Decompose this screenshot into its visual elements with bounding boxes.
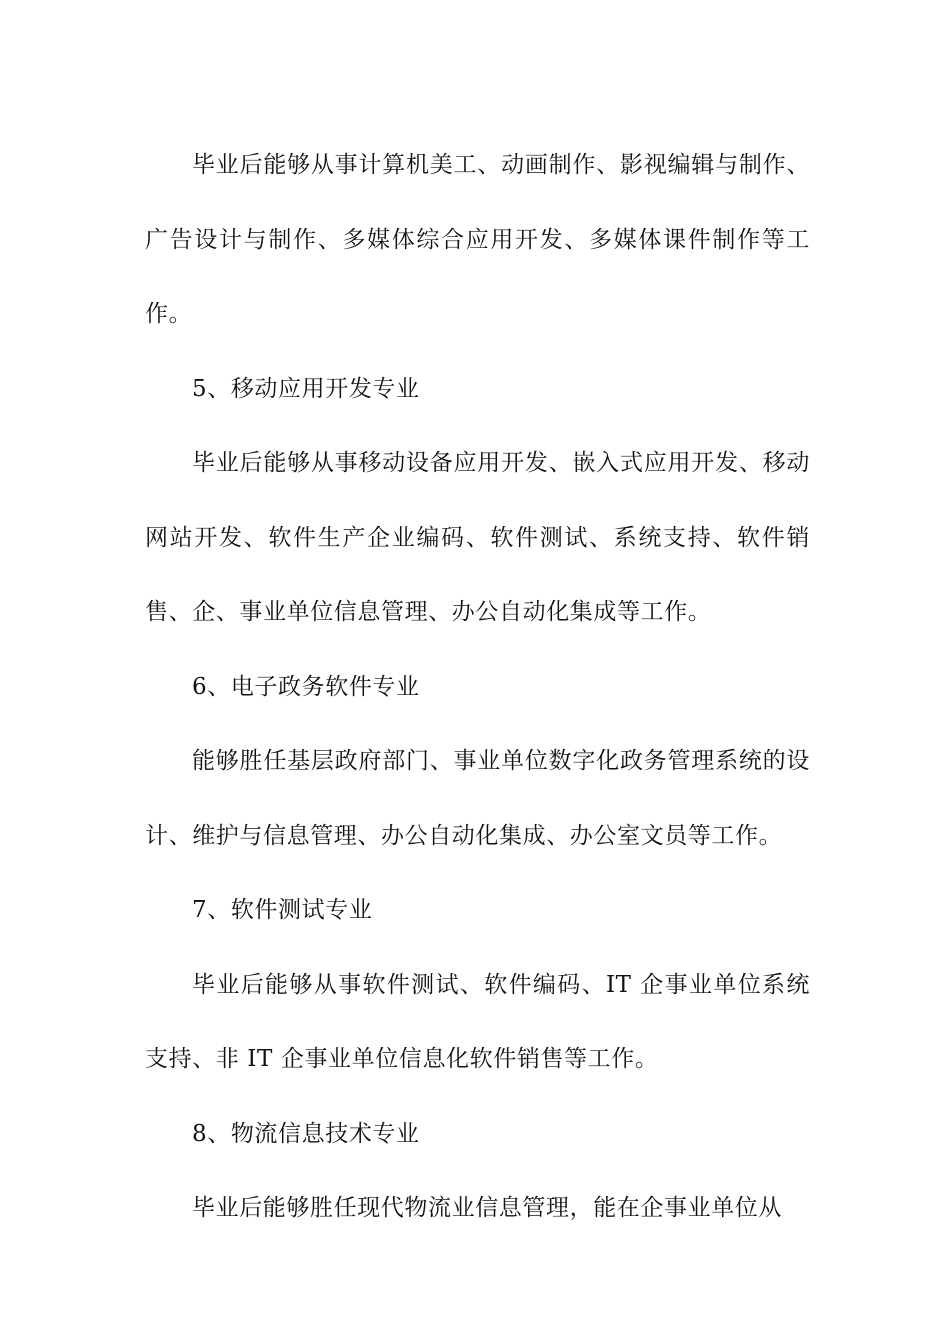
heading-mobile-app-development: 5、移动应用开发专业 bbox=[192, 375, 420, 402]
paragraph-logistics-careers: 毕业后能够胜任现代物流业信息管理，能在企事业单位从 bbox=[192, 1195, 782, 1221]
paragraph-e-government-careers: 能够胜任基层政府部门、事业单位数字化政务管理系统的设计、维护与信息管理、办公自动化集成、办公室文员等工作。 bbox=[145, 748, 810, 849]
document-body bbox=[145, 128, 810, 1246]
heading-software-testing: 7、软件测试专业 bbox=[192, 897, 373, 923]
heading-e-government-software: 6、电子政务软件专业 bbox=[192, 673, 420, 700]
paragraph-mobile-app-careers: 毕业后能够从事移动设备应用开发、嵌入式应用开发、移动网站开发、软件生产企业编码、软件测试、系统支持、软件销售、企、事业单位信息管理、办公自动化集成等工作。 bbox=[145, 450, 810, 625]
paragraph-software-testing-careers: 毕业后能够从事软件测试、软件编码、IT 企事业单位系统支持、非 IT 企事业单位信息化软件销售等工作。 bbox=[145, 971, 810, 1072]
heading-logistics-it: 8、物流信息技术专业 bbox=[192, 1120, 420, 1147]
paragraph-multimedia-careers: 毕业后能够从事计算机美工、动画制作、影视编辑与制作、广告设计与制作、多媒体综合应用开发、多媒体课件制作等工作。 bbox=[145, 152, 810, 327]
